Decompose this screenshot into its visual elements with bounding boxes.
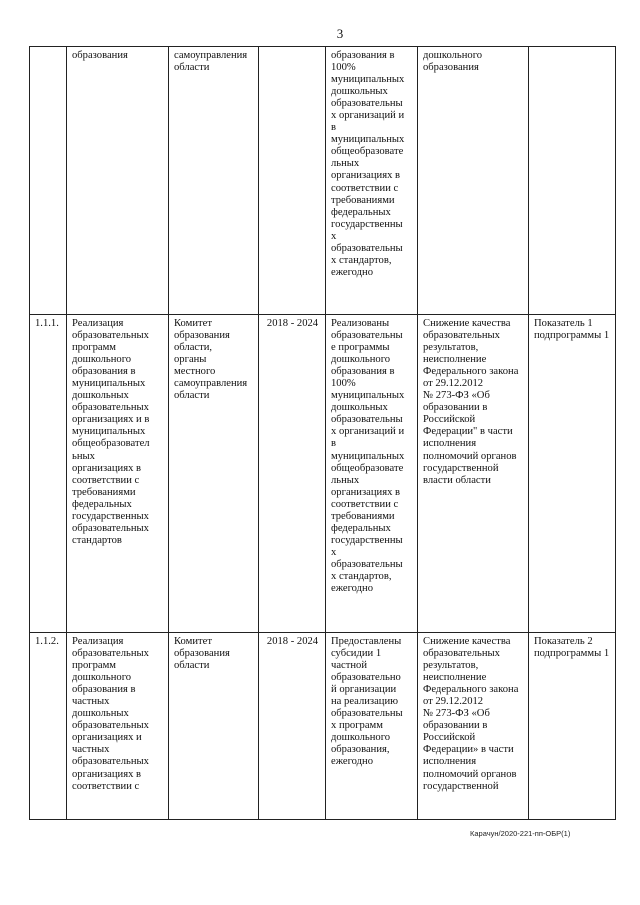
row-number-cell bbox=[30, 47, 67, 315]
event-name-cell bbox=[67, 315, 169, 633]
expected-result-cell bbox=[326, 633, 418, 820]
event-name-text: образования bbox=[72, 50, 128, 61]
executor-cell bbox=[169, 633, 259, 820]
page-number: 3 bbox=[336, 26, 344, 41]
indicator-link-cell bbox=[529, 47, 616, 315]
executor-cell bbox=[169, 315, 259, 633]
period-text: 2018 - 2024 bbox=[266, 636, 319, 647]
row-number-cell bbox=[30, 315, 67, 633]
period-text: 2018 - 2024 bbox=[266, 318, 319, 329]
row-number-text: 1.1.1. bbox=[35, 318, 59, 329]
event-name-cell bbox=[67, 633, 169, 820]
indicator-link-text: Показатель 2 подпрограммы 1 bbox=[534, 636, 610, 660]
expected-result-text: Реализованы образовательны е программы дошкольного образования в 100% муниципальных дошкольных образовательны х организаций и в муниципальных общеобразовате льных организациях в соответствии с требованиями федеральных государственны х образовательны х стандартов, ежегодно bbox=[331, 318, 405, 595]
executor-text: самоуправления области bbox=[174, 50, 248, 74]
expected-result-cell bbox=[326, 47, 418, 315]
consequences-cell bbox=[418, 633, 529, 820]
indicator-link-text: Показатель 1 подпрограммы 1 bbox=[534, 318, 610, 342]
period-cell bbox=[259, 47, 326, 315]
measures-table bbox=[29, 46, 616, 820]
expected-result-text: Предоставлены субсидии 1 частной образовательно й организации на реализацию образовательны х программ дошкольного образования, ежегодно bbox=[331, 636, 403, 768]
expected-result-cell bbox=[326, 315, 418, 633]
table-row bbox=[30, 633, 616, 820]
indicator-link-cell bbox=[529, 315, 616, 633]
consequences-cell bbox=[418, 315, 529, 633]
executor-cell bbox=[169, 47, 259, 315]
row-number-text: 1.1.2. bbox=[35, 636, 59, 647]
event-name-text: Реализация образовательных программ дошкольного образования в муниципальных дошкольных образовательных организациях и в муниципальных общеобразовател ьных организациях в соответствии с требованиями федеральных государственных образовательных стандартов bbox=[72, 318, 150, 546]
consequences-text: дошкольного образования bbox=[423, 50, 483, 74]
period-cell bbox=[259, 315, 326, 633]
consequences-text: Снижение качества образовательных результатов, неисполнение Федерального закона от 29.12.2012 № 273-ФЗ «Об образовании в Российской Федерации" в части исполнения полномочий органов государственной власти области bbox=[423, 318, 519, 486]
indicator-link-cell bbox=[529, 633, 616, 820]
event-name-cell bbox=[67, 47, 169, 315]
table-row bbox=[30, 315, 616, 633]
period-cell bbox=[259, 633, 326, 820]
expected-result-text: образования в 100% муниципальных дошкольных образовательны х организаций и в муниципальных общеобразовате льных организациях в соответствии с требованиями федеральных государственны х образовательны х стандартов, ежегодно bbox=[331, 50, 405, 278]
table-row bbox=[30, 47, 616, 315]
executor-text: Комитет образования области, органы местного самоуправления области bbox=[174, 318, 248, 402]
consequences-cell bbox=[418, 47, 529, 315]
row-number-cell bbox=[30, 633, 67, 820]
event-name-text: Реализация образовательных программ дошкольного образования в частных дошкольных образовательных организациях и частных образовательных организациях в соответствии с bbox=[72, 636, 149, 792]
executor-text: Комитет образования области bbox=[174, 636, 230, 672]
consequences-text: Снижение качества образовательных результатов, неисполнение Федерального закона от 29.12.2012 № 273-ФЗ «Об образовании в Российской Федерации» в части исполнения полномочий органов государственной bbox=[423, 636, 519, 792]
document-stamp: Карачун/2020-221-пп-ОБР(1) bbox=[470, 829, 571, 838]
